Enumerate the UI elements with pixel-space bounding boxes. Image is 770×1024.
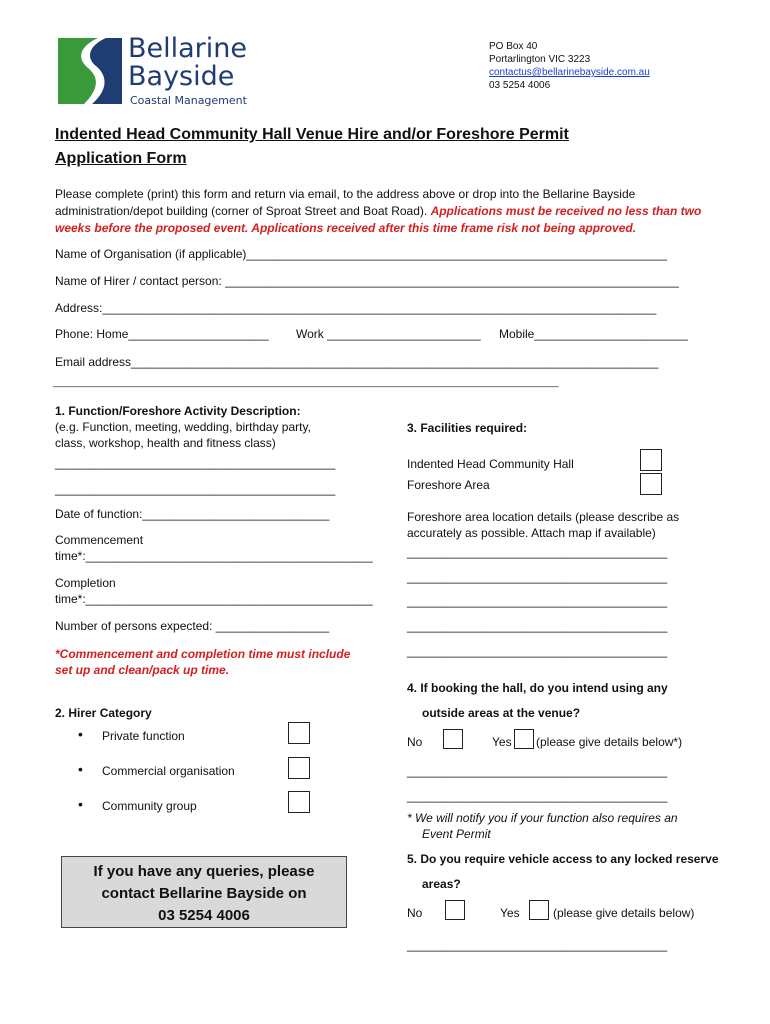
section1-heading: 1. Function/Foreshore Activity Description: [55, 404, 301, 418]
section-divider: _____________________________________________________________________________________________________ [53, 377, 559, 387]
location-label-1: Foreshore area location details (please describe as [407, 510, 680, 524]
contact-block [489, 40, 650, 92]
address-line-1: PO Box 40 [489, 41, 538, 52]
option-commercial: Commercial organisation [102, 764, 235, 778]
form-title [55, 123, 569, 171]
email-link[interactable]: contactus@bellarinebayside.com.au [489, 67, 650, 78]
date-field[interactable]: Date of function:____________________________ [55, 507, 330, 521]
location-label-2: accurately as possible. Attach map if available) [407, 526, 656, 540]
location-blank[interactable]: _______________________________________ [407, 644, 668, 658]
logo-name-line1: Bellarine [128, 33, 248, 64]
checkbox-hall[interactable] [640, 449, 662, 471]
location-blank[interactable]: _______________________________________ [407, 619, 668, 633]
intro-paragraph [55, 186, 720, 237]
facility-foreshore: Foreshore Area [407, 478, 490, 492]
query-phone: 03 5254 4006 [158, 907, 250, 924]
query-line-1: If you have any queries, please [93, 863, 315, 880]
activity-blank-1[interactable]: __________________________________________ [55, 456, 336, 470]
query-box [61, 856, 347, 928]
bullet-icon: • [78, 761, 83, 777]
organisation-field[interactable]: Name of Organisation (if applicable)_______________________________________________________________ [55, 247, 667, 261]
logo-mark-icon [58, 38, 122, 104]
outside-blank[interactable]: _______________________________________ [407, 764, 668, 778]
commencement-field[interactable]: time*:___________________________________________ [55, 549, 373, 563]
section2-heading: 2. Hirer Category [55, 706, 152, 720]
form-title-line2: Application Form [55, 150, 187, 167]
phone-work-field[interactable]: Work _______________________ [296, 327, 481, 341]
location-blank[interactable]: _______________________________________ [407, 594, 668, 608]
checkbox-foreshore[interactable] [640, 473, 662, 495]
location-blank[interactable]: _______________________________________ [407, 545, 668, 559]
intro-warning: Applications must be received no less than two weeks before the proposed event. Applications received after this time frame risk not being approved. [55, 204, 702, 235]
vehicle-blank[interactable]: _______________________________________ [407, 938, 668, 952]
address-field[interactable]: Address:___________________________________________________________________________________ [55, 301, 657, 315]
phone-home-field[interactable]: Phone: Home_____________________ [55, 327, 269, 341]
option-private-function: Private function [102, 729, 185, 743]
checkbox-outside-yes[interactable] [514, 729, 534, 749]
checkbox-commercial[interactable] [288, 757, 310, 779]
logo-name-line2: Bayside [128, 61, 235, 92]
permit-note-1: * We will notify you if your function also requires an [407, 811, 678, 825]
form-title-line1: Indented Head Community Hall Venue Hire and/or Foreshore Permit [55, 126, 569, 143]
bullet-icon: • [78, 796, 83, 812]
time-note-2: set up and clean/pack up time. [55, 663, 230, 677]
section4-heading-1: 4. If booking the hall, do you intend using any [407, 681, 668, 695]
phone-number: 03 5254 4006 [489, 80, 551, 91]
checkbox-vehicle-no[interactable] [445, 900, 465, 920]
time-note-1: *Commencement and completion time must include [55, 647, 351, 661]
phone-mobile-field[interactable]: Mobile_______________________ [499, 327, 688, 341]
facility-hall: Indented Head Community Hall [407, 457, 574, 471]
section3-heading: 3. Facilities required: [407, 421, 528, 435]
option-community: Community group [102, 799, 197, 813]
section4-no-label: No [407, 735, 423, 749]
checkbox-vehicle-yes[interactable] [529, 900, 549, 920]
completion-label: Completion [55, 576, 116, 590]
bullet-icon: • [78, 726, 83, 742]
checkbox-private-function[interactable] [288, 722, 310, 744]
section5-no-label: No [407, 906, 423, 920]
outside-blank[interactable]: _______________________________________ [407, 789, 668, 803]
address-line-2: Portarlington VIC 3223 [489, 54, 591, 65]
activity-blank-2[interactable]: __________________________________________ [55, 482, 336, 496]
section4-heading-2: outside areas at the venue? [422, 706, 581, 720]
section4-yes-label: Yes [492, 735, 512, 749]
section5-yes-label: Yes [500, 906, 520, 920]
section4-details: (please give details below*) [536, 735, 683, 749]
commencement-label: Commencement [55, 533, 144, 547]
logo [58, 33, 248, 107]
hirer-field[interactable]: Name of Hirer / contact person: ____________________________________________________________________ [55, 274, 679, 288]
permit-note-2: Event Permit [422, 827, 491, 841]
query-line-2: contact Bellarine Bayside on [101, 885, 307, 902]
logo-subtitle: Coastal Management [130, 94, 247, 107]
section5-heading-1: 5. Do you require vehicle access to any locked reserve [407, 852, 719, 866]
section5-details: (please give details below) [553, 906, 695, 920]
checkbox-outside-no[interactable] [443, 729, 463, 749]
checkbox-community[interactable] [288, 791, 310, 813]
intro-text: Please complete (print) this form and return via email, to the address above or drop into the Bellarine Bayside administration/depot building (corner of Sproat Street and Boat Road). [55, 187, 636, 218]
completion-field[interactable]: time*:___________________________________________ [55, 592, 373, 606]
email-field[interactable]: Email address_______________________________________________________________________________ [55, 355, 659, 369]
location-blank[interactable]: _______________________________________ [407, 570, 668, 584]
persons-field[interactable]: Number of persons expected: _________________ [55, 619, 330, 633]
section1-desc-1: (e.g. Function, meeting, wedding, birthday party, [55, 420, 311, 434]
section1-desc-2: class, workshop, health and fitness class) [55, 436, 276, 450]
section5-heading-2: areas? [422, 877, 461, 891]
